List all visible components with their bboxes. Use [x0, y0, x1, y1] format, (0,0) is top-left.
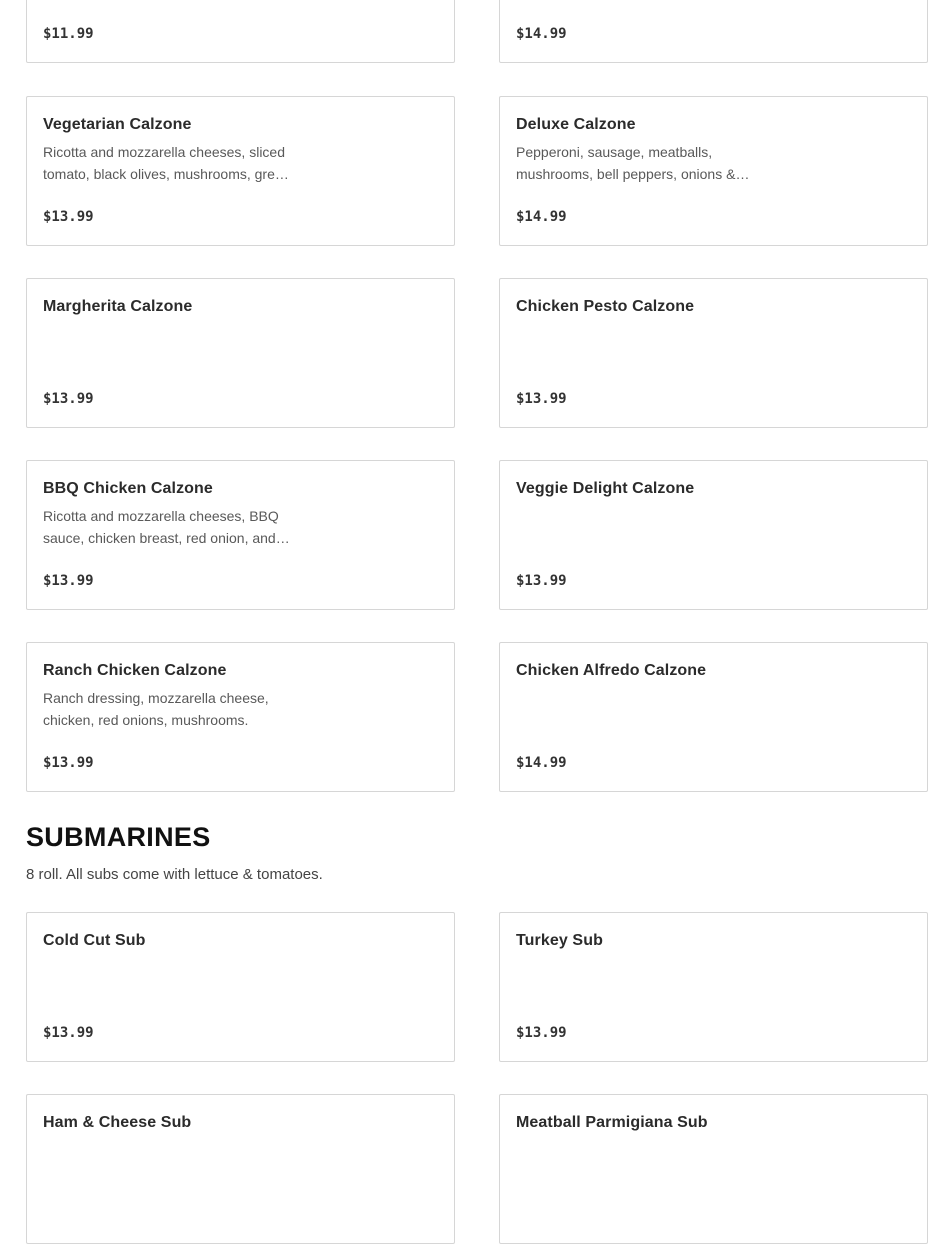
- item-name: Margherita Calzone: [43, 298, 193, 315]
- item-price: $14.99: [516, 26, 567, 42]
- item-description: Ricotta and mozzarella cheeses, sliced tomato, black olives, mushrooms, gre…: [43, 144, 289, 182]
- section-title: SUBMARINES: [26, 822, 211, 852]
- item-name: Turkey Sub: [516, 932, 603, 949]
- item-price: $14.99: [516, 209, 567, 225]
- menu-item-card[interactable]: [499, 1094, 928, 1244]
- item-name: Chicken Alfredo Calzone: [516, 662, 707, 679]
- menu-item-card[interactable]: [26, 642, 455, 792]
- item-name: Ranch Chicken Calzone: [43, 662, 227, 679]
- item-name: Veggie Delight Calzone: [516, 480, 695, 497]
- menu-item-card[interactable]: [26, 1094, 455, 1244]
- menu-item-card[interactable]: [499, 96, 928, 246]
- item-name: BBQ Chicken Calzone: [43, 480, 213, 497]
- menu-item-card[interactable]: [26, 96, 455, 246]
- calzone-top-row: [26, 0, 928, 63]
- item-description: Ranch dressing, mozzarella cheese, chicken, red onions, mushrooms.: [43, 690, 269, 728]
- menu-item-card[interactable]: [499, 642, 928, 792]
- menu-item-card[interactable]: [26, 0, 455, 63]
- menu-item-card[interactable]: [499, 0, 928, 63]
- section-subtitle: 8 roll. All subs come with lettuce & tomatoes.: [26, 866, 323, 883]
- submarine-grid: [26, 912, 928, 1244]
- item-price: $13.99: [43, 755, 94, 771]
- item-name: Meatball Parmigiana Sub: [516, 1114, 708, 1131]
- item-price: $11.99: [43, 26, 94, 42]
- item-price: $13.99: [43, 391, 94, 407]
- item-description: Ricotta and mozzarella cheeses, BBQ sauce, chicken breast, red onion, and…: [43, 508, 290, 546]
- item-name: Cold Cut Sub: [43, 932, 146, 949]
- menu-item-card[interactable]: [499, 912, 928, 1062]
- menu-item-card[interactable]: [26, 278, 455, 428]
- item-price: $13.99: [516, 391, 567, 407]
- item-name: Deluxe Calzone: [516, 116, 636, 133]
- item-description: Pepperoni, sausage, meatballs, mushrooms, bell peppers, onions &…: [516, 144, 750, 182]
- item-price: $13.99: [43, 573, 94, 589]
- item-price: $13.99: [516, 573, 567, 589]
- item-price: $14.99: [516, 755, 567, 771]
- item-name: Chicken Pesto Calzone: [516, 298, 695, 315]
- item-name: Vegetarian Calzone: [43, 116, 192, 133]
- item-price: $13.99: [516, 1025, 567, 1041]
- calzone-grid: [26, 96, 928, 792]
- menu-item-card[interactable]: [499, 460, 928, 610]
- item-price: $13.99: [43, 1025, 94, 1041]
- item-price: $13.99: [43, 209, 94, 225]
- menu-item-card[interactable]: [26, 460, 455, 610]
- item-name: Ham & Cheese Sub: [43, 1114, 192, 1131]
- menu-item-card[interactable]: [26, 912, 455, 1062]
- menu-item-card[interactable]: [499, 278, 928, 428]
